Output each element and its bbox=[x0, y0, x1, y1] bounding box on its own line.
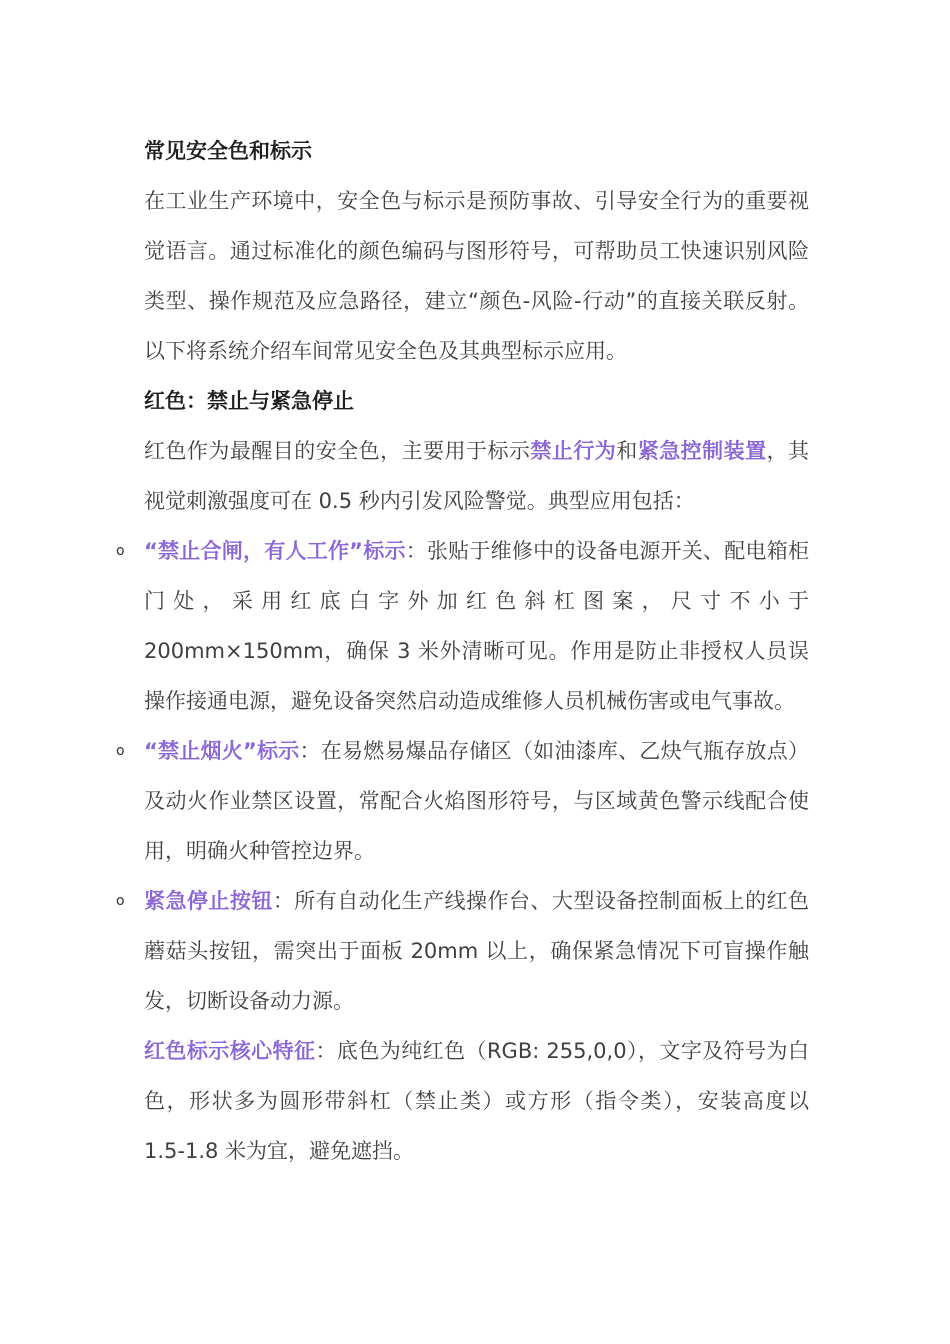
red-desc-highlight-emergency: 紧急控制装置 bbox=[637, 439, 767, 463]
intro-paragraph: 在工业生产环境中，安全色与标示是预防事故、引导安全行为的重要视觉语言。通过标准化的颜色编码与图形符号，可帮助员工快速识别风险类型、操作规范及应急路径，建立“颜色-风险-行动”的直接关联反射。以下将系统介绍车间常见安全色及其典型标示应用。 bbox=[144, 189, 809, 363]
core-features-label: 红色标示核心特征 bbox=[144, 1039, 316, 1063]
red-desc-text-1: 红色作为最醒目的安全色，主要用于标示 bbox=[144, 439, 531, 463]
list-item-text: ：在易燃易爆品存储区（如油漆库、乙炔气瓶存放点）及动火作业禁区设置，常配合火焰图形符号，与区域黄色警示线配合使用，明确火种管控边界。 bbox=[144, 739, 809, 863]
page-heading: 常见安全色和标示 bbox=[144, 139, 312, 163]
red-section-title: 红色：禁止与紧急停止 bbox=[144, 389, 354, 413]
red-applications-list bbox=[116, 526, 810, 1026]
red-desc-highlight-prohibited: 禁止行为 bbox=[530, 439, 617, 463]
list-item-text: ：所有自动化生产线操作台、大型设备控制面板上的红色蘑菇头按钮，需突出于面板 20mm 以上，确保紧急情况下可盲操作触发，切断设备动力源。 bbox=[144, 889, 810, 1013]
red-desc-text-3: ，其视觉刺激强度可在 0.5 秒内引发风险警觉。典型应用包括： bbox=[144, 439, 810, 513]
red-section-description bbox=[144, 426, 809, 526]
list-item-text: ：张贴于维修中的设备电源开关、配电箱柜门处，采用红底白字外加红色斜杠图案，尺寸不小于 200mm×150mm，确保 3 米外清晰可见。作用是防止非授权人员误操作接通电源，避免设备突然启动造成维修人员机械伤害或电气事故。 bbox=[144, 539, 809, 713]
list-item bbox=[116, 526, 809, 726]
document-content bbox=[116, 126, 810, 1176]
bullet-marker: o bbox=[116, 743, 125, 759]
core-features-text: ：底色为纯红色（RGB: 255,0,0），文字及符号为白色，形状多为圆形带斜杠（禁止类）或方形（指令类），安装高度以 1.5-1.8 米为宜，避免遮挡。 bbox=[144, 1039, 809, 1163]
red-desc-text-2: 和 bbox=[616, 439, 638, 463]
list-item-label: “禁止合闸，有人工作”标示 bbox=[144, 539, 406, 563]
red-core-features-paragraph bbox=[144, 1026, 809, 1176]
bullet-marker: o bbox=[116, 543, 125, 559]
bullet-marker: o bbox=[116, 893, 125, 909]
list-item bbox=[116, 876, 810, 1026]
list-item-label: “禁止烟火”标示 bbox=[144, 739, 300, 763]
list-item bbox=[116, 726, 809, 876]
list-item-label: 紧急停止按钮 bbox=[144, 889, 273, 913]
